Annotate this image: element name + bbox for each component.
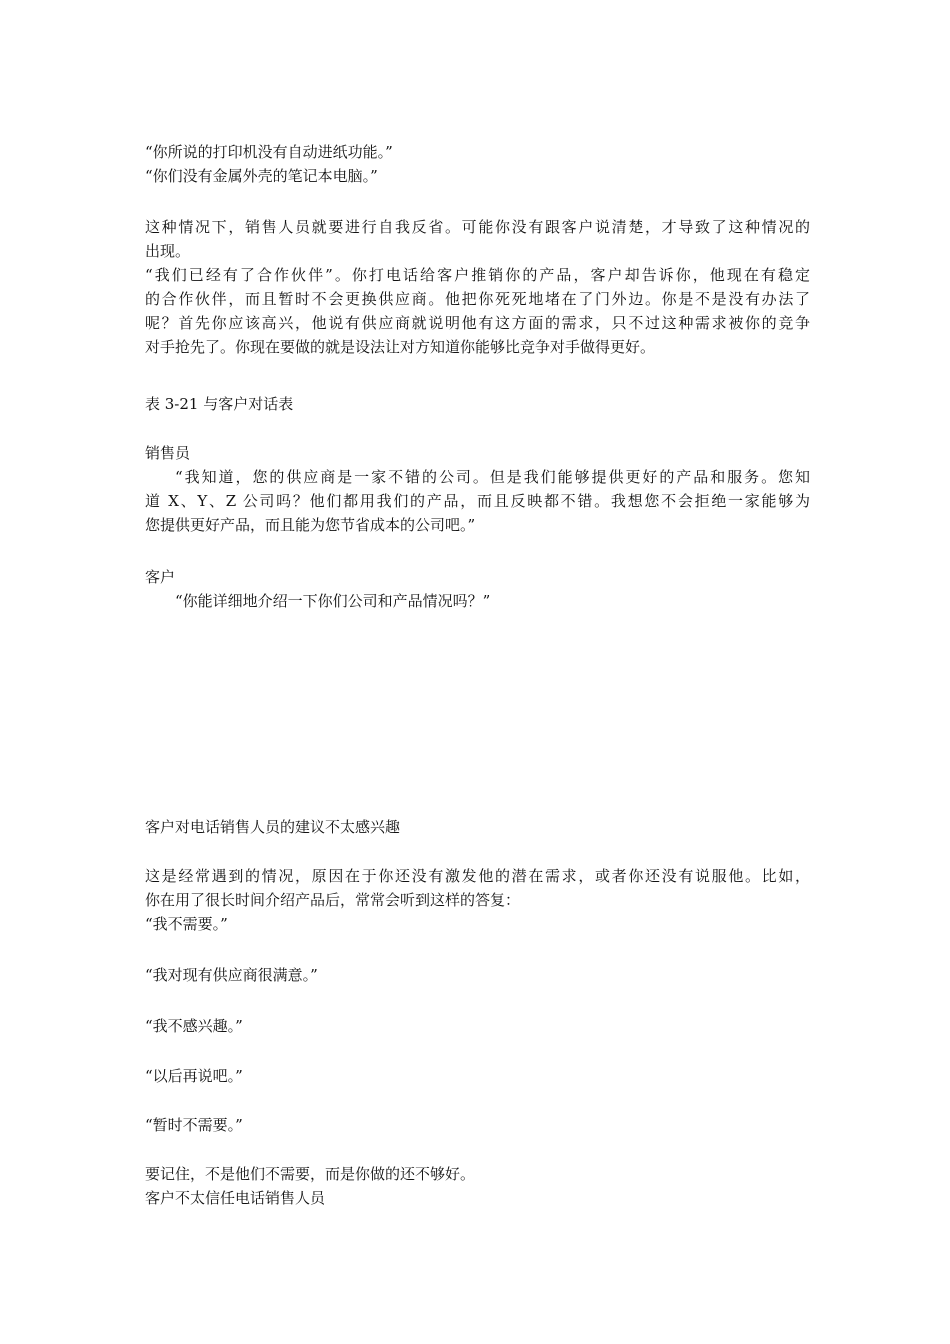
quote-printer: “你所说的打印机没有自动进纸功能。” <box>145 143 393 161</box>
paragraph-line: 的合作伙伴，而且暂时不会更换供应商。他把你死死地堵在了门外边。你是不是没有办法了 <box>145 290 810 308</box>
paragraph-line: 要记住，不是他们不需要，而是你做的还不够好。 <box>145 1165 476 1183</box>
paragraph-line: 这是经常遇到的情况，原因在于你还没有激发他的潜在需求，或者你还没有说服他。比如， <box>145 867 810 885</box>
quote-line: “我不需要。” <box>145 915 228 933</box>
speaker-label-customer: 客户 <box>145 568 176 586</box>
speaker-label-salesperson: 销售员 <box>145 444 191 462</box>
quote-line: “以后再说吧。” <box>145 1067 243 1085</box>
salesperson-line: 您提供更好产品，而且能为您节省成本的公司吧。” <box>145 516 476 534</box>
salesperson-line: 道 X、Y、Z 公司吗？他们都用我们的产品，而且反映都不错。我想您不会拒绝一家能够为 <box>145 492 810 510</box>
paragraph-line: 呢？首先你应该高兴，他说有供应商就说明他有这方面的需求，只不过这种需求被你的竞争 <box>145 314 810 332</box>
paragraph-line: 你在用了很长时间介绍产品后，常常会听到这样的答复： <box>145 891 521 909</box>
paragraph-line: 这种情况下，销售人员就要进行自我反省。可能你没有跟客户说清楚，才导致了这种情况的 <box>145 218 810 236</box>
table-caption: 表 3-21 与客户对话表 <box>145 395 294 413</box>
document-page <box>145 0 810 1344</box>
section-heading: 客户对电话销售人员的建议不太感兴趣 <box>145 818 401 836</box>
paragraph-line: 出现。 <box>145 242 191 260</box>
section-heading: 客户不太信任电话销售人员 <box>145 1189 326 1207</box>
paragraph-line: 对手抢先了。你现在要做的就是设法让对方知道你能够比竞争对手做得更好。 <box>145 338 656 356</box>
paragraph-line: “我们已经有了合作伙伴”。你打电话给客户推销你的产品，客户却告诉你，他现在有稳定 <box>145 266 810 284</box>
salesperson-line: “我知道，您的供应商是一家不错的公司。但是我们能够提供更好的产品和服务。您知 <box>175 468 810 486</box>
quote-line: “我对现有供应商很满意。” <box>145 966 318 984</box>
quote-line: “暂时不需要。” <box>145 1116 243 1134</box>
quote-line: “我不感兴趣。” <box>145 1017 243 1035</box>
customer-line: “你能详细地介绍一下你们公司和产品情况吗？” <box>175 592 491 610</box>
quote-laptop: “你们没有金属外壳的笔记本电脑。” <box>145 167 378 185</box>
